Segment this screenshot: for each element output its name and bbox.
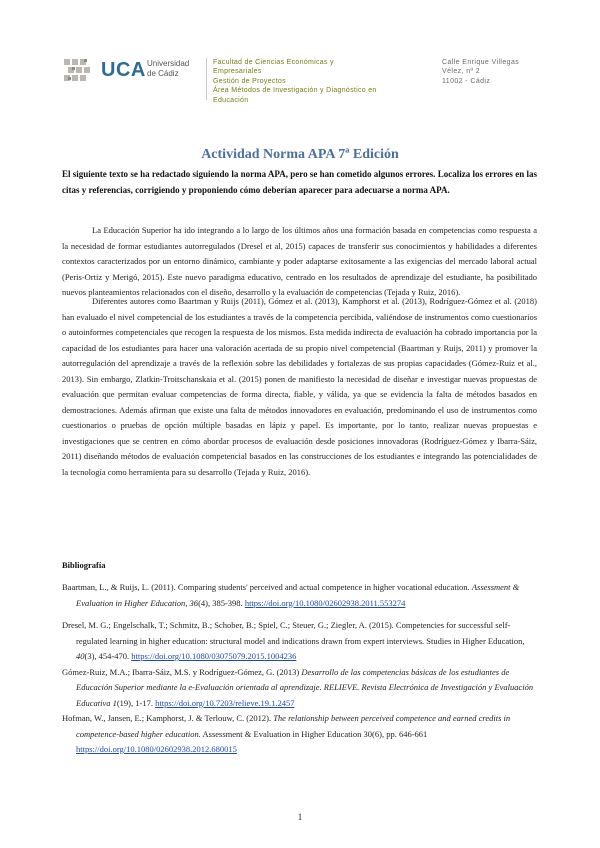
activity-instructions: El siguiente texto se ha redactado siguiendo la norma APA, pero se han cometido algunos errores. Localiza los errores en las citas y referencias, corrigiendo y proponiendo cómo deberían aparecer para adecuarse a norma APA. (62, 169, 537, 195)
doi-link[interactable]: https://doi.org/10.1080/02602938.2012.680015 (76, 744, 237, 754)
letterhead (62, 52, 542, 108)
bibliography-heading: Bibliografía (62, 560, 106, 570)
header-divider (206, 58, 207, 100)
logo-text: UCA (101, 59, 146, 81)
reference-item: Gómez-Ruiz, M.A.; Ibarra-Sáiz, M.S. y Rodríguez-Gómez, G. (2013) Desarrollo de las competencias básicas de los estudiantes de Educación Superior mediante la e-Evaluación orientada al aprendizaje. RELIEVE. Revista Electrónica de Investigación y Evaluación Educativa 1(19), 1-17. https://doi.org/10.7203/relieve.19.1.2457 (62, 666, 534, 708)
doi-link[interactable]: https://doi.org/10.1080/02602938.2011.553274 (244, 597, 406, 608)
doi-link[interactable]: https://doi.org/10.1080/03075079.2015.1004236 (131, 651, 297, 661)
university-name: Universidad de Cádiz (147, 59, 190, 78)
reference-item: Hofman, W., Jansen, E.; Kamphorst, J. & Terlouw, C. (2012). The relationship between perceived competence and earned credits in competence-based higher education. Assessment & Evaluation in Higher Education 30(6), pp. 646-661 https://doi.org/10.1080/02602938.2012.680015 (62, 713, 511, 754)
body-paragraph: Diferentes autores como Baartman y Ruijs (2011), Gómez et al. (2013), Kamphorst et al. (2013), Rodríguez-Gómez et al. (2018) han evaluado el nivel competencial de los estudiantes a través de la competencia percibida, valiéndose de instrumentos como cuestionarios o autoinformes competenciales que recogen la respuesta de los mismos. Esta medida indirecta de evaluación ha cobrado importancia por la capacidad de los estudiantes para hacer una valoración acertada de su propio nivel competencial (Baartman y Ruijs, 2011) y promover la autorregulación del aprendizaje a través de la reflexión sobre las debilidades y fortalezas de sus propias capacidades (Gómez-Ruiz et al., 2013). Sin embargo, Zlatkin-Troitschanskaia et al. (2015) ponen de manifiesto la necesidad de diseñar e investigar nuevas propuestas de evaluación que permitan evaluar competencias de forma directa, fiable, y válida, ya que se evidencia la falta de métodos basados en demostraciones. Además afirman que existe una falta de métodos innovadores en evaluación, predominando el uso de instrumentos como cuestionarios o pruebas de opción múltiple basadas en lápiz y papel. Es importante, por lo tanto, realizar nuevas propuestas e investigaciones que se centren en cómo abordar procesos de evaluación desde posiciones innovadoras (Rodríguez-Gómez y Ibarra-Sáiz, 2011) diseñando métodos de evaluación competencial basados en las construcciones de los estudiantes e integrando las potencialidades de la tecnología como herramienta para su desarrollo (Tejada y Ruiz, 2016). (62, 296, 537, 477)
address-block: Calle Enrique Villegas Vélez, nº 2 11002 - Cádiz (442, 59, 520, 85)
reference-item: Dresel, M. G.; Engelschalk, T.; Schmitz, B.; Schober, B.; Spiel, C.; Steuer, G.; Ziegler, A. (2015). Competencies for successful self-regulated learning in higher education: structural model and indications drawn from expert interviews. Studies in Higher Education, 40(3), 454-470. https://doi.org/10.1080/03075079.2015.1004236 (62, 620, 525, 661)
reference-item: Baartman, L., & Ruijs, L. (2011). Comparing students' perceived and actual competence in higher vocational education. Assessment & Evaluation in Higher Education, 36(4), 385-398. https://doi.org/10.1080/02602938.2011.553274 (62, 582, 520, 608)
uca-crest-icon (62, 57, 94, 85)
body-paragraph: La Educación Superior ha ido integrando a lo largo de los últimos años una formación basada en competencias como respuesta a la necesidad de formar estudiantes autorregulados (Dresel et al, 2015) capaces de transferir sus conocimientos y habilidades a diferentes contextos caracterizados por un entorno dinámico, cambiante y poder adaptarse exitosamente a las exigencias del mercado laboral actual (Peris-Ortiz y Merigó, 2015). Este nuevo paradigma educativo, centrado en los resultados de aprendizaje del estudiante, ha posibilitado nuevos planteamientos relacionados con el diseño, desarrollo y la evaluación de competencias (Tejada y Ruiz, 2016). (62, 225, 537, 297)
faculty-block: Facultad de Ciencias Económicas y Empresariales Gestión de Proyectos Área Métodos de Investigación y Diagnóstico en Educación (213, 59, 377, 104)
page-number: 1 (297, 812, 303, 822)
document-title: Actividad Norma APA 7ª Edición (201, 147, 399, 162)
doi-link[interactable]: https://doi.org/10.7203/relieve.19.1.2457 (155, 697, 295, 708)
reference-list (62, 580, 537, 758)
